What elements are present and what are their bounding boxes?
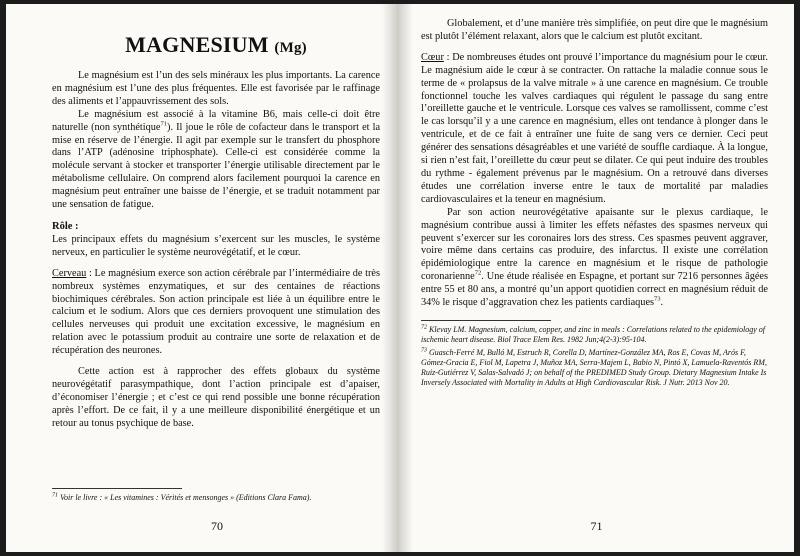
left-page [6, 4, 398, 552]
title-symbol: (Mg) [274, 40, 307, 56]
footnote-71-marker: 71 [52, 492, 58, 499]
cerveau-paragraph-2: Cette action est à rapprocher des effets globaux du système neurovégétatif parasympathique, dont l’action principale est d’apaiser, d’économiser l’énergie ; et c’est ce qui rend possible une bonne récupération après l’effort. De ce fait, il y a une meilleure disponibilité énergétique et un retour au tonus psychique de base. [52, 366, 380, 429]
footnote-72 [421, 325, 768, 345]
para-3-part-b: . Une étude réalisée en Espagne, et portant sur 7216 personnes âgées entre 55 et 80 ans, a montré qu’un apport quotidien correct en magnésium réduit de 34% le risque d’aggravation chez les patients cardiaques [421, 271, 768, 309]
footnote-71 [52, 493, 372, 503]
book-spread [6, 4, 794, 552]
footnote-ref-72: 72 [474, 269, 482, 277]
cerveau-paragraph [52, 268, 380, 358]
intro-paragraph-2 [52, 109, 380, 212]
right-paragraph-3 [421, 207, 768, 310]
page-title [52, 32, 380, 58]
footnote-ref-71: 71 [160, 120, 168, 128]
page-number-left: 70 [211, 519, 223, 533]
cerveau-text: : Le magnésium exerce son action cérébrale par l’intermédiaire de très nombreux systèmes enzymatiques, et sur des centaines de réactions biochimiques cérébrales. Son action principale est liée à un équilibre entre le calcium et le sodium. Alors que ces derniers provoquent une stimulation des cellules nerveuses qui produit une excitation excessive, le magnésium en relation avec le potassium produit au contraire une sorte de relaxation et de récupération des neurones. [52, 267, 380, 357]
footnote-73-marker: 73 [421, 347, 427, 354]
right-paragraph-1: Globalement, et d’une manière très simplifiée, on peut dire que le magnésium est plutôt l’élément relaxant, alors que le calcium est plutôt excitant. [421, 18, 768, 42]
role-heading: Rôle : [52, 220, 79, 232]
right-page [398, 4, 794, 552]
footnote-72-marker: 72 [421, 324, 427, 331]
left-footnotes [52, 488, 372, 503]
coeur-text: : De nombreuses études ont prouvé l’importance du magnésium pour le cœur. Le magnésium aide le cœur à se contracter. On rattache la maladie connue sous le terme de « prolapsus de la valve mitrale » à une carence en magnésium. Ce trouble fonctionnel touche les valves cardiaques qui régulent le passage du sang entre l’oreillette gauche et le ventricule. Lorsque ces valves se ramollissent, comme c’est le cas lorsqu’il y a une carence en magnésium, elles ont tendance à plonger dans le ventricule, et de ce fait à entraîner une fuite de sang vers ce dernier. Ceci peut générer des sensations désagréables et une variété de souffle cardiaque. À la longue, si rien n’est fait, l’oreillette du cœur peut se dilater. Ce qui peut induire des troubles du rythme - également prévenus par le magnésium. On a retrouvé dans diverses études une corrélation inverse entre le taux de mortalité par maladies cardiovasculaires et la teneur en magnésium. [421, 51, 768, 205]
footnote-ref-73: 73 [654, 295, 661, 303]
footnote-73 [421, 348, 768, 388]
intro-2-part-b: ). Il joue le rôle de cofacteur dans le transport et la mise en réserve de l’énergie. Il agit par exemple sur le transfert du phosphore dans l’ATP (adénosine triphosphate). Celle-ci est considérée comme la molécule servant à stocker et transporter l’énergie utilisable directement par le métabolisme cellulaire. On comprend alors facilement pourquoi la carence en magnésium peut entraîner une baisse de l’énergie, et se traduit notamment par une sensation de fatigue. [52, 121, 381, 211]
footnote-rule-right [421, 320, 551, 321]
intro-2-part-a: Le magnésium est associé à la vitamine B6, mais celle-ci doit être naturelle (non synthétique [52, 108, 380, 133]
para-3-part-c: . [660, 297, 664, 309]
title-text: MAGNESIUM [125, 32, 269, 57]
coeur-label: Cœur [421, 51, 444, 63]
right-footnotes [421, 320, 768, 388]
cerveau-label: Cerveau [52, 267, 87, 279]
page-number-right: 71 [590, 519, 603, 533]
coeur-paragraph [421, 52, 768, 207]
footnote-72-text: Klevay LM. Magnesium, calcium, copper, and zinc in meals : Correlations related to the epidemiology of ischemic heart disease. Biol Trace Elem Res. 1982 Jun;4(2-3):95-104. [421, 324, 766, 344]
role-paragraph: Les principaux effets du magnésium s’exercent sur les muscles, le système nerveux, en particulier le système neurovégétatif, et le cœur. [52, 233, 380, 258]
footnote-rule [52, 488, 182, 489]
intro-paragraph-1: Le magnésium est l’un des sels minéraux les plus importants. La carence en magnésium est l’une des plus fréquentes. Elle est favorisée par le raffinage des aliments et l’appauvrissement des sols. [52, 70, 380, 107]
footnote-71-text: Voir le livre : « Les vitamines : Vérités et mensonges » (Editions Clara Fama). [58, 493, 312, 502]
footnote-73-text: Guasch-Ferré M, Bulló M, Estruch R, Corella D, Martínez-González MA, Ros E, Covas M, Arós F, Gómez-Gracia E, Fiol M, Lapetra J, Muñoz MA, Serra-Majem L, Babio N, Pintó X, Lamuela-Raventós RM, Ruiz-Gutiérrez V, Salas-Salvadó J; on behalf of the PREDIMED Study Group. Dietary Magnesium Intake Is Inversely Associated with Mortality in Adults at High Cardiovascular Risk. J Nutr. 2013 Nov 20. [421, 347, 767, 387]
para-3-part-a: Par son action neurovégétative apaisante sur le plexus cardiaque, le magnésium contribue aussi à limiter les effets néfastes des spasmes nerveux qui peuvent s’exercer sur les coronaires lors des stress. Ces spasmes peuvent aggraver, voire même dans certains cas produire, des infarctus. Il existe une corrélation épidémiologique entre la carence en magnésium et le risque de pathologie coronarienne [421, 206, 768, 283]
